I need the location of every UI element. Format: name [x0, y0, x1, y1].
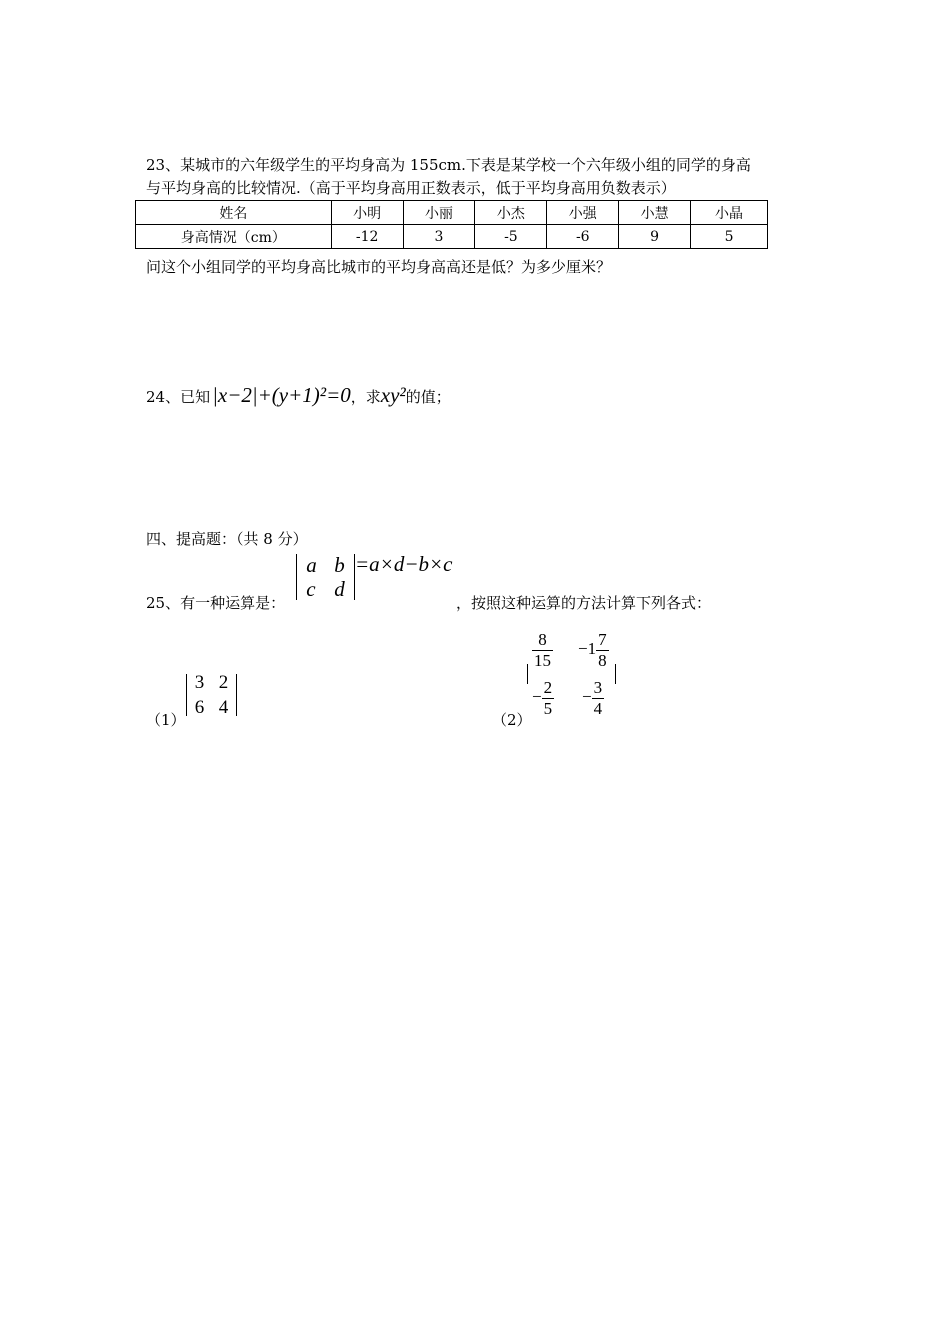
part2-label: （2）	[492, 711, 532, 729]
fraction-numerator: 3	[593, 677, 603, 697]
fraction-numerator: 7	[598, 629, 607, 649]
fraction-denominator: 4	[593, 698, 603, 718]
definition-rhs: =a×d−b×c	[355, 552, 453, 576]
table-header-cell: 小强	[547, 201, 619, 225]
table-cell: 身高情况（cm）	[136, 225, 332, 249]
table-row	[136, 225, 768, 249]
q24-suffix: 的值；	[405, 388, 451, 406]
table-header-cell: 小慧	[619, 201, 691, 225]
q24	[146, 383, 451, 408]
mixed-integer: −1	[578, 638, 597, 658]
table-cell: 3	[403, 225, 475, 249]
q25-prefix: 25、有一种运算是：	[146, 594, 286, 612]
fraction-denominator: 15	[534, 650, 551, 670]
section-title: 四、提高题：（共 8 分）	[146, 530, 308, 548]
q24-target: xy²	[380, 383, 406, 407]
matrix-d: d	[334, 577, 345, 601]
matrix-a: a	[306, 553, 317, 577]
q24-formula: |x−2|+(y+1)²=0	[212, 383, 351, 407]
part2-determinant	[527, 626, 616, 722]
matrix-grid	[302, 553, 345, 601]
height-table	[135, 200, 768, 249]
fraction-denominator: 8	[598, 650, 607, 670]
part1-label: （1）	[146, 711, 186, 729]
part1-determinant	[186, 670, 237, 720]
right-bar	[615, 664, 616, 684]
fraction-numerator: 2	[543, 677, 553, 697]
minus-sign: −	[582, 686, 592, 706]
fraction-numerator: 8	[532, 630, 553, 651]
table-header-cell: 小杰	[475, 201, 547, 225]
q23-line1: 23、某城市的六年级学生的平均身高为 155cm.下表是某学校一个六年级小组的同学的身高	[146, 156, 751, 174]
matrix-grid	[532, 626, 609, 722]
matrix-d: 4	[218, 697, 229, 718]
table-header-row	[136, 201, 768, 225]
matrix-grid	[192, 670, 229, 720]
table-header-cell: 姓名	[136, 201, 332, 225]
matrix-c: c	[306, 577, 316, 601]
table-cell: -12	[331, 225, 403, 249]
q23-question: 问这个小组同学的平均身高比城市的平均身高高还是低？为多少厘米？	[146, 258, 612, 276]
matrix-d	[582, 678, 604, 718]
minus-sign: −	[532, 686, 542, 706]
q25-suffix: ，按照这种运算的方法计算下列各式：	[456, 594, 712, 612]
left-bar	[186, 674, 187, 716]
q24-prefix: 24、已知	[146, 388, 211, 406]
table-cell: 9	[619, 225, 691, 249]
matrix-b: b	[334, 553, 345, 577]
right-bar	[236, 674, 237, 716]
table-cell: -6	[547, 225, 619, 249]
matrix-a	[532, 630, 574, 670]
matrix-a: 3	[194, 672, 205, 693]
table-header-cell: 小明	[331, 201, 403, 225]
table-cell: -5	[475, 225, 547, 249]
table-cell: 5	[691, 225, 768, 249]
matrix-b	[578, 630, 609, 670]
matrix-b: 2	[218, 672, 229, 693]
left-bar	[296, 554, 297, 600]
matrix-c	[532, 678, 574, 718]
q24-middle: ，求	[350, 388, 381, 406]
left-bar	[527, 664, 528, 684]
fraction-denominator: 5	[543, 698, 553, 718]
matrix-c: 6	[194, 697, 205, 718]
table-header-cell: 小丽	[403, 201, 475, 225]
table-header-cell: 小晶	[691, 201, 768, 225]
q23-line2: 与平均身高的比较情况.（高于平均身高用正数表示，低于平均身高用负数表示）	[146, 179, 676, 197]
determinant-definition	[296, 553, 453, 601]
